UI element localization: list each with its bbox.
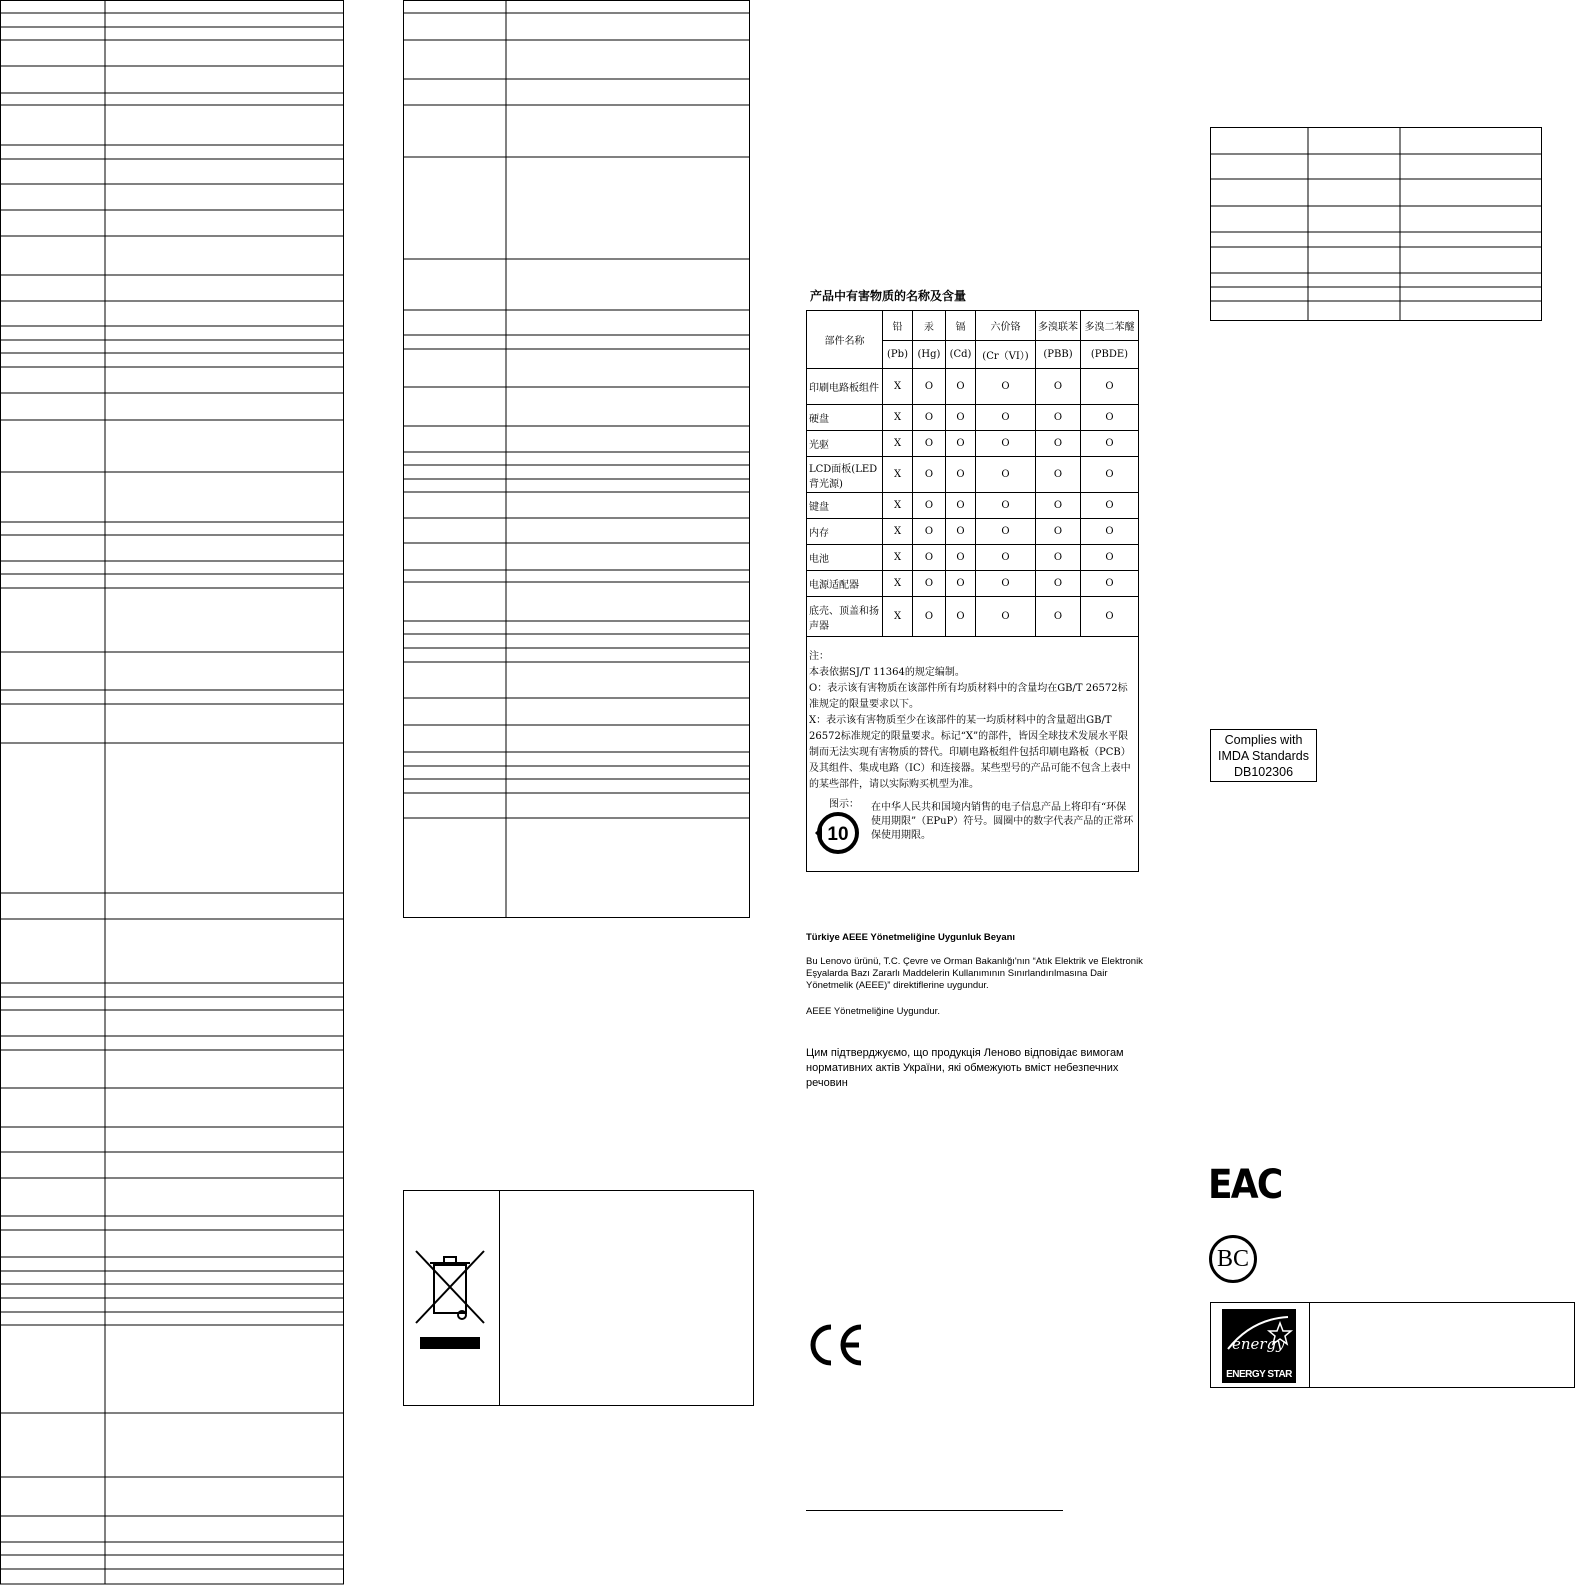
substance-value: O bbox=[1036, 519, 1081, 545]
hazardous-substance-table bbox=[806, 310, 1139, 872]
epup-legend bbox=[809, 797, 1136, 859]
substance-name: 多溴二苯醚 bbox=[1081, 311, 1139, 341]
weee-crossed-bin-icon bbox=[412, 1247, 488, 1351]
turkey-footer: AEEE Yönetmeliğine Uygundur. bbox=[806, 1006, 940, 1017]
substance-symbol: (Cd) bbox=[946, 341, 976, 369]
substance-value: O bbox=[976, 597, 1036, 637]
hazardous-table-row bbox=[807, 369, 1139, 405]
legend-text: 在中华人民共和国境内销售的电子信息产品上将印有“环保使用期限”（EPuP）符号。圆圈中的数字代表产品的正常环保使用期限。 bbox=[871, 802, 1134, 841]
substance-value: X bbox=[883, 571, 913, 597]
energy-star-box bbox=[1210, 1302, 1575, 1388]
part-name: 内存 bbox=[807, 519, 883, 545]
substance-value: O bbox=[1081, 493, 1139, 519]
substance-value: O bbox=[913, 571, 946, 597]
substance-value: O bbox=[976, 431, 1036, 457]
substance-value: O bbox=[913, 405, 946, 431]
substance-value: O bbox=[976, 545, 1036, 571]
substance-value: O bbox=[1081, 545, 1139, 571]
note-line: 本表依据SJ/T 11364的规定编制。 bbox=[809, 667, 965, 678]
bc-mark-text: BC bbox=[1216, 1246, 1249, 1272]
substance-value: O bbox=[913, 431, 946, 457]
part-name: 印刷电路板组件 bbox=[807, 369, 883, 405]
substance-value: X bbox=[883, 369, 913, 405]
right-empty-table-grid bbox=[1210, 127, 1542, 321]
left-empty-table bbox=[0, 0, 344, 1585]
substance-name: 六价铬 bbox=[976, 311, 1036, 341]
part-header: 部件名称 bbox=[807, 311, 883, 369]
ukraine-body: Цим підтверджуємо, що продукція Леново відповідає вимогам нормативних актів України, які обмежують вміст небезпечних речовин bbox=[806, 1047, 1124, 1089]
substance-symbol: (PBB) bbox=[1036, 341, 1081, 369]
eac-mark-icon: EAC bbox=[1208, 1162, 1282, 1208]
imda-line-3: DB102306 bbox=[1233, 765, 1294, 779]
substance-value: X bbox=[883, 493, 913, 519]
energy-star-divider bbox=[1309, 1303, 1310, 1387]
substance-symbol: (PBDE) bbox=[1081, 341, 1139, 369]
substance-value: O bbox=[946, 597, 976, 637]
hazardous-table-row bbox=[807, 457, 1139, 493]
substance-value: O bbox=[913, 519, 946, 545]
part-name: LCD面板(LED背光源) bbox=[807, 457, 883, 493]
substance-value: X bbox=[883, 431, 913, 457]
substance-value: O bbox=[976, 571, 1036, 597]
substance-value: X bbox=[883, 405, 913, 431]
substance-value: X bbox=[883, 519, 913, 545]
substance-value: O bbox=[946, 545, 976, 571]
substance-value: O bbox=[1081, 405, 1139, 431]
weee-divider bbox=[499, 1191, 500, 1405]
hazardous-table-row bbox=[807, 519, 1139, 545]
ce-mark-icon bbox=[805, 1322, 865, 1368]
imda-label bbox=[1210, 729, 1317, 782]
energy-star-label: ENERGY STAR bbox=[1226, 1369, 1292, 1380]
hazardous-table-body bbox=[807, 369, 1139, 637]
substance-value: O bbox=[913, 369, 946, 405]
substance-value: O bbox=[1081, 597, 1139, 637]
substance-name: 汞 bbox=[913, 311, 946, 341]
part-name: 电池 bbox=[807, 545, 883, 571]
hazardous-table-row bbox=[807, 493, 1139, 519]
substance-value: O bbox=[946, 431, 976, 457]
substance-value: O bbox=[1081, 571, 1139, 597]
note-line: X：表示该有害物质至少在该部件的某一均质材料中的含量超出GB/T 26572标准规定的限量要求。标记“X”的部件，皆因全球技术发展水平限制而无法实现有害物质的替代。印刷电路板组件包括印刷电路板（PCB）及其组件、集成电路（IC）和连接器。某些型号的产品可能不包含上表中的某些部件，请以实际购买机型为准。 bbox=[809, 715, 1131, 790]
substance-value: O bbox=[1036, 405, 1081, 431]
substance-value: O bbox=[1081, 431, 1139, 457]
substance-symbol: (Pb) bbox=[883, 341, 913, 369]
left-empty-table-grid bbox=[0, 0, 344, 1585]
substance-value: O bbox=[976, 457, 1036, 493]
substance-value: O bbox=[913, 493, 946, 519]
substance-value: O bbox=[946, 369, 976, 405]
middle-empty-table bbox=[403, 0, 750, 918]
substance-value: O bbox=[946, 493, 976, 519]
substance-value: O bbox=[976, 405, 1036, 431]
note-line: O：表示该有害物质在该部件所有均质材料中的含量均在GB/T 26572标准规定的限量要求以下。 bbox=[809, 683, 1128, 710]
middle-empty-table-grid bbox=[403, 0, 750, 918]
right-empty-table bbox=[1210, 127, 1542, 321]
epup-10-icon bbox=[813, 811, 863, 855]
substance-value: O bbox=[946, 571, 976, 597]
imda-line-1: Complies with bbox=[1224, 733, 1303, 747]
footnote-rule bbox=[806, 1510, 1063, 1511]
energy-star-graphic bbox=[1222, 1309, 1296, 1365]
note-line: 注： bbox=[809, 651, 829, 662]
part-name: 硬盘 bbox=[807, 405, 883, 431]
bc-mark-icon bbox=[1209, 1235, 1257, 1283]
substance-value: X bbox=[883, 597, 913, 637]
substance-value: O bbox=[913, 597, 946, 637]
substance-symbol: (Hg) bbox=[913, 341, 946, 369]
hazardous-table-row bbox=[807, 545, 1139, 571]
epup-number: 10 bbox=[827, 824, 849, 845]
substance-value: O bbox=[976, 369, 1036, 405]
substance-value: O bbox=[946, 519, 976, 545]
substance-value: O bbox=[1036, 597, 1081, 637]
substance-name: 镉 bbox=[946, 311, 976, 341]
legend-label: 图示： bbox=[829, 799, 859, 810]
substance-value: O bbox=[946, 457, 976, 493]
substance-value: O bbox=[946, 405, 976, 431]
substance-value: O bbox=[1036, 493, 1081, 519]
weee-box bbox=[403, 1190, 754, 1406]
substance-symbol: (Cr（VI）) bbox=[976, 341, 1036, 369]
substance-value: O bbox=[913, 457, 946, 493]
energy-star-icon bbox=[1222, 1309, 1296, 1383]
substance-value: O bbox=[976, 493, 1036, 519]
substance-value: O bbox=[1036, 545, 1081, 571]
substance-value: O bbox=[1036, 571, 1081, 597]
substance-value: O bbox=[1036, 369, 1081, 405]
substance-value: O bbox=[976, 519, 1036, 545]
part-name: 电源适配器 bbox=[807, 571, 883, 597]
substance-name: 多溴联苯 bbox=[1036, 311, 1081, 341]
turkey-body: Bu Lenovo ürünü, T.C. Çevre ve Orman Bakanlığı'nın “Atık Elektrik ve Elektronik Eşyalarda Bazı Zararlı Maddelerin Kullanımının Sınırlandırılmasına Dair Yönetmelik (AEEE)” direktiflerine uygundur. bbox=[806, 956, 1143, 991]
substance-value: O bbox=[1081, 519, 1139, 545]
substance-value: O bbox=[1036, 431, 1081, 457]
imda-line-2: IMDA Standards bbox=[1217, 749, 1309, 763]
substance-value: O bbox=[1081, 457, 1139, 493]
hazardous-table-row bbox=[807, 597, 1139, 637]
substance-value: O bbox=[1036, 457, 1081, 493]
substance-value: O bbox=[913, 545, 946, 571]
energy-script-text: energy bbox=[1232, 1335, 1285, 1353]
hazardous-table-title: 产品中有害物质的名称及含量 bbox=[810, 289, 967, 303]
hazardous-table-notes bbox=[807, 637, 1139, 872]
part-name: 光驱 bbox=[807, 431, 883, 457]
part-name: 键盘 bbox=[807, 493, 883, 519]
substance-value: X bbox=[883, 457, 913, 493]
substance-value: X bbox=[883, 545, 913, 571]
hazardous-table-row bbox=[807, 431, 1139, 457]
turkey-heading: Türkiye AEEE Yönetmeliğine Uygunluk Beyanı bbox=[806, 932, 1016, 943]
hazardous-table-row bbox=[807, 405, 1139, 431]
substance-value: O bbox=[1081, 369, 1139, 405]
part-name: 底壳、顶盖和扬声器 bbox=[807, 597, 883, 637]
hazardous-table-row bbox=[807, 571, 1139, 597]
substance-name: 铅 bbox=[883, 311, 913, 341]
